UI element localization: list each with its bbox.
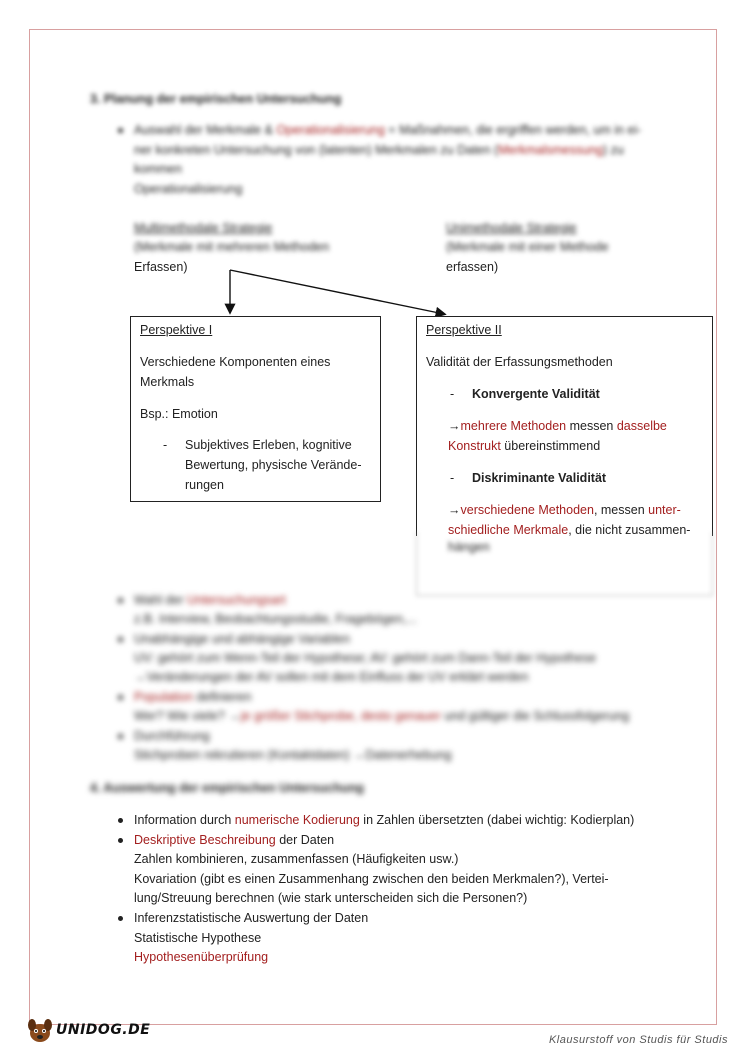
bullet-dot — [118, 695, 123, 700]
bullet-dot — [118, 818, 123, 823]
convergent-line2: Konstrukt übereinstimmend — [448, 439, 601, 453]
s3-bullet-b-line3: →Veränderungen der AV sollen mit dem Einfluss der UV erklärt werden — [134, 670, 529, 684]
dash: - — [450, 471, 455, 485]
section4-heading: 4. Auswertung der empirischen Untersuchung — [90, 781, 364, 795]
arrow-to-perspective2 — [230, 270, 444, 314]
footer-tagline: Klausurstoff von Studis für Studis — [548, 1034, 728, 1046]
s4-bullet2-line4: lung/Streuung berechnen (wie stark unterscheiden sich die Personen?) — [134, 891, 528, 905]
perspective2-title: Perspektive II — [426, 323, 502, 337]
bullet-dot — [118, 916, 123, 921]
bullet-dot — [118, 734, 123, 739]
bullet-dot — [118, 598, 123, 603]
s3-bullet-a-line1: Wahl der Untersuchungsart — [134, 593, 286, 607]
unidog-logo — [26, 1016, 150, 1044]
s4-bullet2-line3: Kovariation (gibt es einen Zusammenhang zwischen den beiden Merkmalen?), Vertei- — [134, 872, 609, 886]
bullet1-line4: Operationalisierung — [134, 182, 243, 196]
s3-bullet-c-line2: Wer? Wie viele? →je größer Stichprobe, desto genauer und gültiger die Schlussfolgerung — [134, 709, 630, 723]
strategy-left-line3: Erfassen) — [134, 260, 188, 274]
perspective1-item-line3: rungen — [185, 478, 224, 492]
discriminant-heading: Diskriminante Validität — [472, 471, 607, 485]
perspective1-item-line1: Subjektives Erleben, kognitive — [185, 438, 352, 452]
s3-bullet-a-line2: z.B. Interview, Beobachtungsstudie, Fragebögen,... — [134, 612, 417, 626]
discriminant-line2: schiedliche Merkmale, die nicht zusammen- — [448, 523, 691, 537]
perspective2-box-blurred-bottom — [416, 532, 713, 596]
strategy-left-line2: (Merkmale mit mehreren Methoden — [134, 240, 330, 254]
convergent-line1: →mehrere Methoden messen dasselbe — [448, 419, 667, 433]
s4-bullet3-line2: Statistische Hypothese — [134, 931, 262, 945]
s4-bullet3-line3: Hypothesenüberprüfung — [134, 950, 269, 964]
discriminant-line3: hängen — [448, 540, 490, 554]
strategy-right-line3: erfassen) — [446, 260, 499, 274]
perspective1-example: Bsp.: Emotion — [140, 407, 218, 421]
dash: - — [450, 387, 455, 401]
perspective1-line2: Merkmals — [140, 375, 195, 389]
bullet1-line3: kommen — [134, 162, 182, 176]
s4-bullet2-line1: Deskriptive Beschreibung der Daten — [134, 833, 335, 847]
s3-bullet-d-line1: Durchführung — [134, 729, 210, 743]
section3-heading: 3. Planung der empirischen Untersuchung — [90, 92, 342, 106]
dog-icon — [26, 1016, 54, 1044]
s4-bullet3-line1: Inferenzstatistische Auswertung der Daten — [134, 911, 369, 925]
bullet1-line2: ner konkreten Untersuchung von (latenten) Merkmalen zu Daten (Merkmalsmessung) zu — [134, 143, 624, 157]
perspective1-box — [130, 316, 381, 502]
s3-bullet-d-line2: Stichproben rekrutieren (Kontaktdaten) →Datenerhebung — [134, 748, 452, 762]
s3-bullet-b-line2: UV: gehört zum Wenn-Teil der Hypothese; AV: gehört zum Dann-Teil der Hypothese — [134, 651, 597, 665]
s4-bullet2-line2: Zahlen kombinieren, zusammenfassen (Häufigkeiten usw.) — [134, 852, 459, 866]
strategy-right-line2: (Merkmale mit einer Methode — [446, 240, 609, 254]
bullet-dot — [118, 637, 123, 642]
perspective1-title: Perspektive I — [140, 323, 213, 337]
convergent-heading: Konvergente Validität — [472, 387, 600, 401]
perspective1-item-line2: Bewertung, physische Verände- — [185, 458, 362, 472]
dash: - — [163, 438, 168, 452]
s4-bullet1: Information durch numerische Kodierung in Zahlen übersetzten (dabei wichtig: Kodierplan) — [134, 813, 635, 827]
strategy-right-title: Unimethodale Strategie — [446, 221, 577, 235]
strategy-left-title: Multimethodale Strategie — [134, 221, 273, 235]
perspective2-box — [416, 316, 713, 536]
perspective1-line1: Verschiedene Komponenten eines — [140, 355, 331, 369]
s3-bullet-c-line1: Population definieren — [134, 690, 252, 704]
bullet-dot — [118, 838, 123, 843]
s3-bullet-b-line1: Unabhängige und abhängige Variablen — [134, 632, 350, 646]
bullet1-line1: Auswahl der Merkmale & Operationalisierung = Maßnahmen, die ergriffen werden, um in ei- — [134, 123, 642, 137]
discriminant-line1: →verschiedene Methoden, messen unter- — [448, 503, 681, 517]
perspective2-subtitle: Validität der Erfassungsmethoden — [426, 355, 613, 369]
logo-text: UNIDOG.DE — [56, 1022, 151, 1038]
